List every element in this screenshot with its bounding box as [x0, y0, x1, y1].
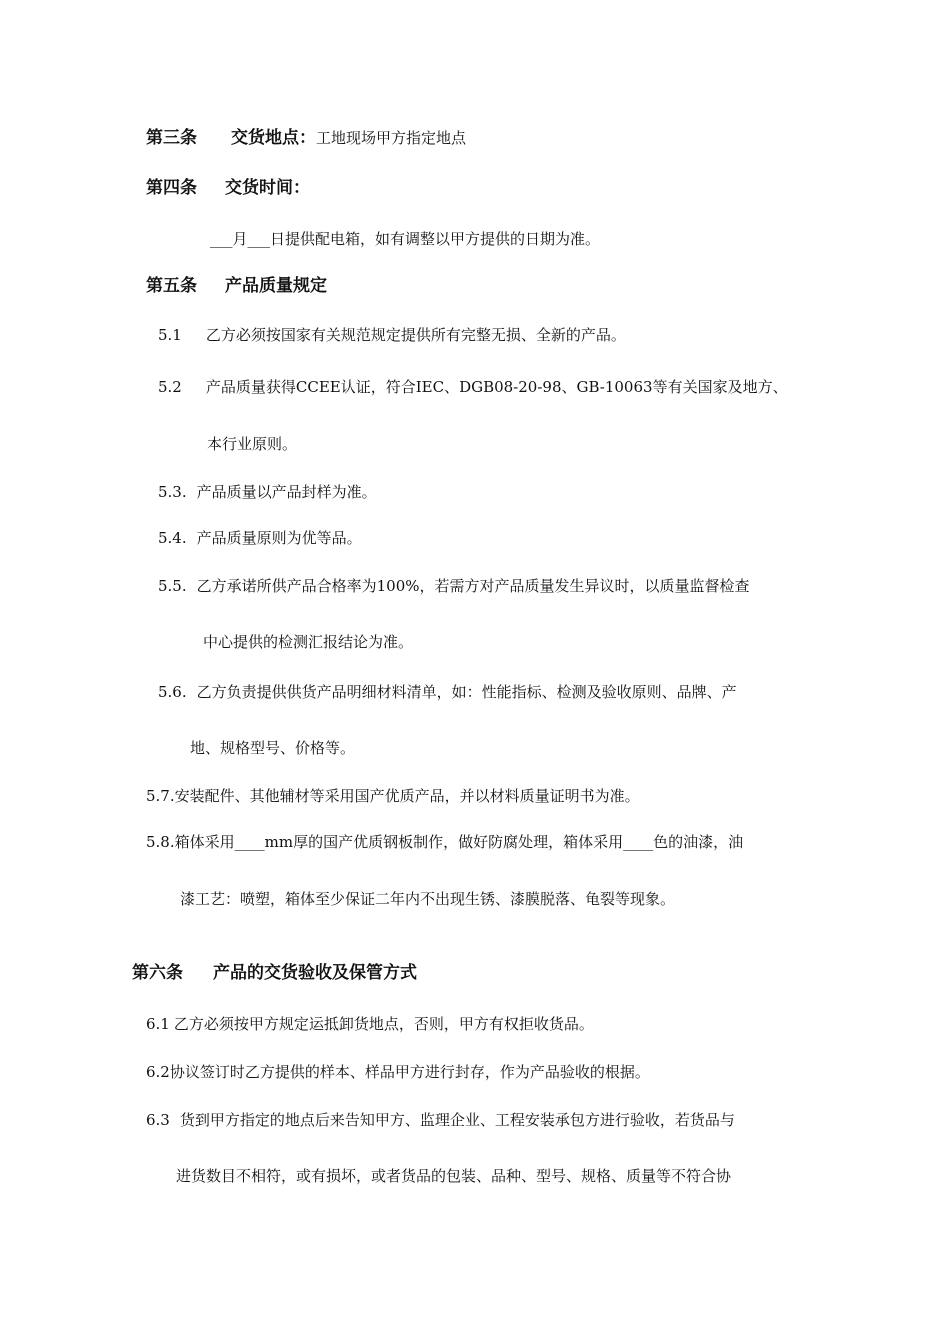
clause-5-2-continuation: 本行业原则。: [207, 435, 298, 453]
clause-5-2: [158, 377, 788, 397]
clause-number: 5.3.: [158, 483, 187, 501]
clause-5-5-continuation: 中心提供的检测汇报结论为准。: [203, 633, 414, 651]
clause-5-7: [146, 786, 640, 806]
clause-text: 产品质量以产品封样为准。: [196, 483, 377, 501]
article-6-heading: [132, 962, 417, 984]
clause-5-3: [158, 482, 377, 502]
clause-5-4: [158, 528, 362, 548]
clause-text: 乙方负责提供供货产品明细材料清单，如：性能指标、检测及验收原则、品牌、产: [196, 683, 737, 701]
clause-text: 产品质量原则为优等品。: [196, 529, 362, 547]
clause-number: 5.5.: [158, 577, 187, 595]
clause-text: 乙方必须按国家有关规范规定提供所有完整无损、全新的产品。: [205, 326, 626, 344]
clause-text: 箱体采用____mm厚的国产优质钢板制作，做好防腐处理，箱体采用____色的油漆，油: [174, 833, 744, 851]
clause-text: 协议签订时乙方提供的样本、样品甲方进行封存，作为产品验收的根据。: [169, 1063, 650, 1081]
clause-5-1: [158, 325, 626, 345]
clause-5-5: [158, 576, 750, 596]
clause-number: 5.6.: [158, 683, 187, 701]
clause-number: 6.3: [146, 1111, 170, 1129]
clause-5-6: [158, 682, 737, 702]
article-4-heading: [146, 177, 310, 199]
article-4-content: ___月___日提供配电箱，如有调整以甲方提供的日期为准。: [210, 230, 601, 248]
article-4-number: 第四条: [146, 178, 197, 198]
article-6-number: 第六条: [132, 963, 183, 983]
clause-6-3: [146, 1110, 735, 1130]
clause-text: 乙方承诺所供产品合格率为100%，若需方对产品质量发生异议时，以质量监督检查: [196, 577, 750, 595]
clause-number: 5.7.: [146, 787, 175, 805]
clause-text: 乙方必须按甲方规定运抵卸货地点，否则，甲方有权拒收货品。: [173, 1015, 594, 1033]
clause-5-8: [146, 832, 743, 852]
article-3-heading: [146, 127, 466, 149]
article-3-title: 交货地点：: [231, 128, 316, 148]
clause-number: 5.4.: [158, 529, 187, 547]
clause-number: 6.2: [146, 1063, 170, 1081]
article-4-title: 交货时间：: [225, 178, 310, 198]
article-6-title: 产品的交货验收及保管方式: [213, 963, 417, 983]
clause-number: 6.1: [146, 1015, 170, 1033]
article-5-title: 产品质量规定: [225, 276, 327, 296]
clause-5-8-continuation: 漆工艺：喷塑，箱体至少保证二年内不出现生锈、漆膜脱落、龟裂等现象。: [180, 890, 676, 908]
clause-text: 安装配件、其他辅材等采用国产优质产品，并以材料质量证明书为准。: [174, 787, 640, 805]
clause-number: 5.1: [158, 326, 182, 344]
article-3-content: 工地现场甲方指定地点: [316, 129, 467, 147]
clause-text: 产品质量获得CCEE认证，符合IEC、DGB08-20-98、GB-10063等有关国家及地方、: [205, 378, 788, 396]
clause-number: 5.8.: [146, 833, 175, 851]
clause-number: 5.2: [158, 378, 182, 396]
clause-text: 货到甲方指定的地点后来告知甲方、监理企业、工程安装承包方进行验收，若货品与: [179, 1111, 735, 1129]
clause-6-1: [146, 1014, 594, 1034]
article-3-number: 第三条: [146, 128, 197, 148]
clause-6-2: [146, 1062, 650, 1082]
clause-6-3-continuation: 进货数目不相符，或有损坏，或者货品的包装、品种、型号、规格、质量等不符合协: [176, 1167, 732, 1185]
article-5-number: 第五条: [146, 276, 197, 296]
clause-5-6-continuation: 地、规格型号、价格等。: [190, 739, 356, 757]
article-5-heading: [146, 275, 327, 297]
